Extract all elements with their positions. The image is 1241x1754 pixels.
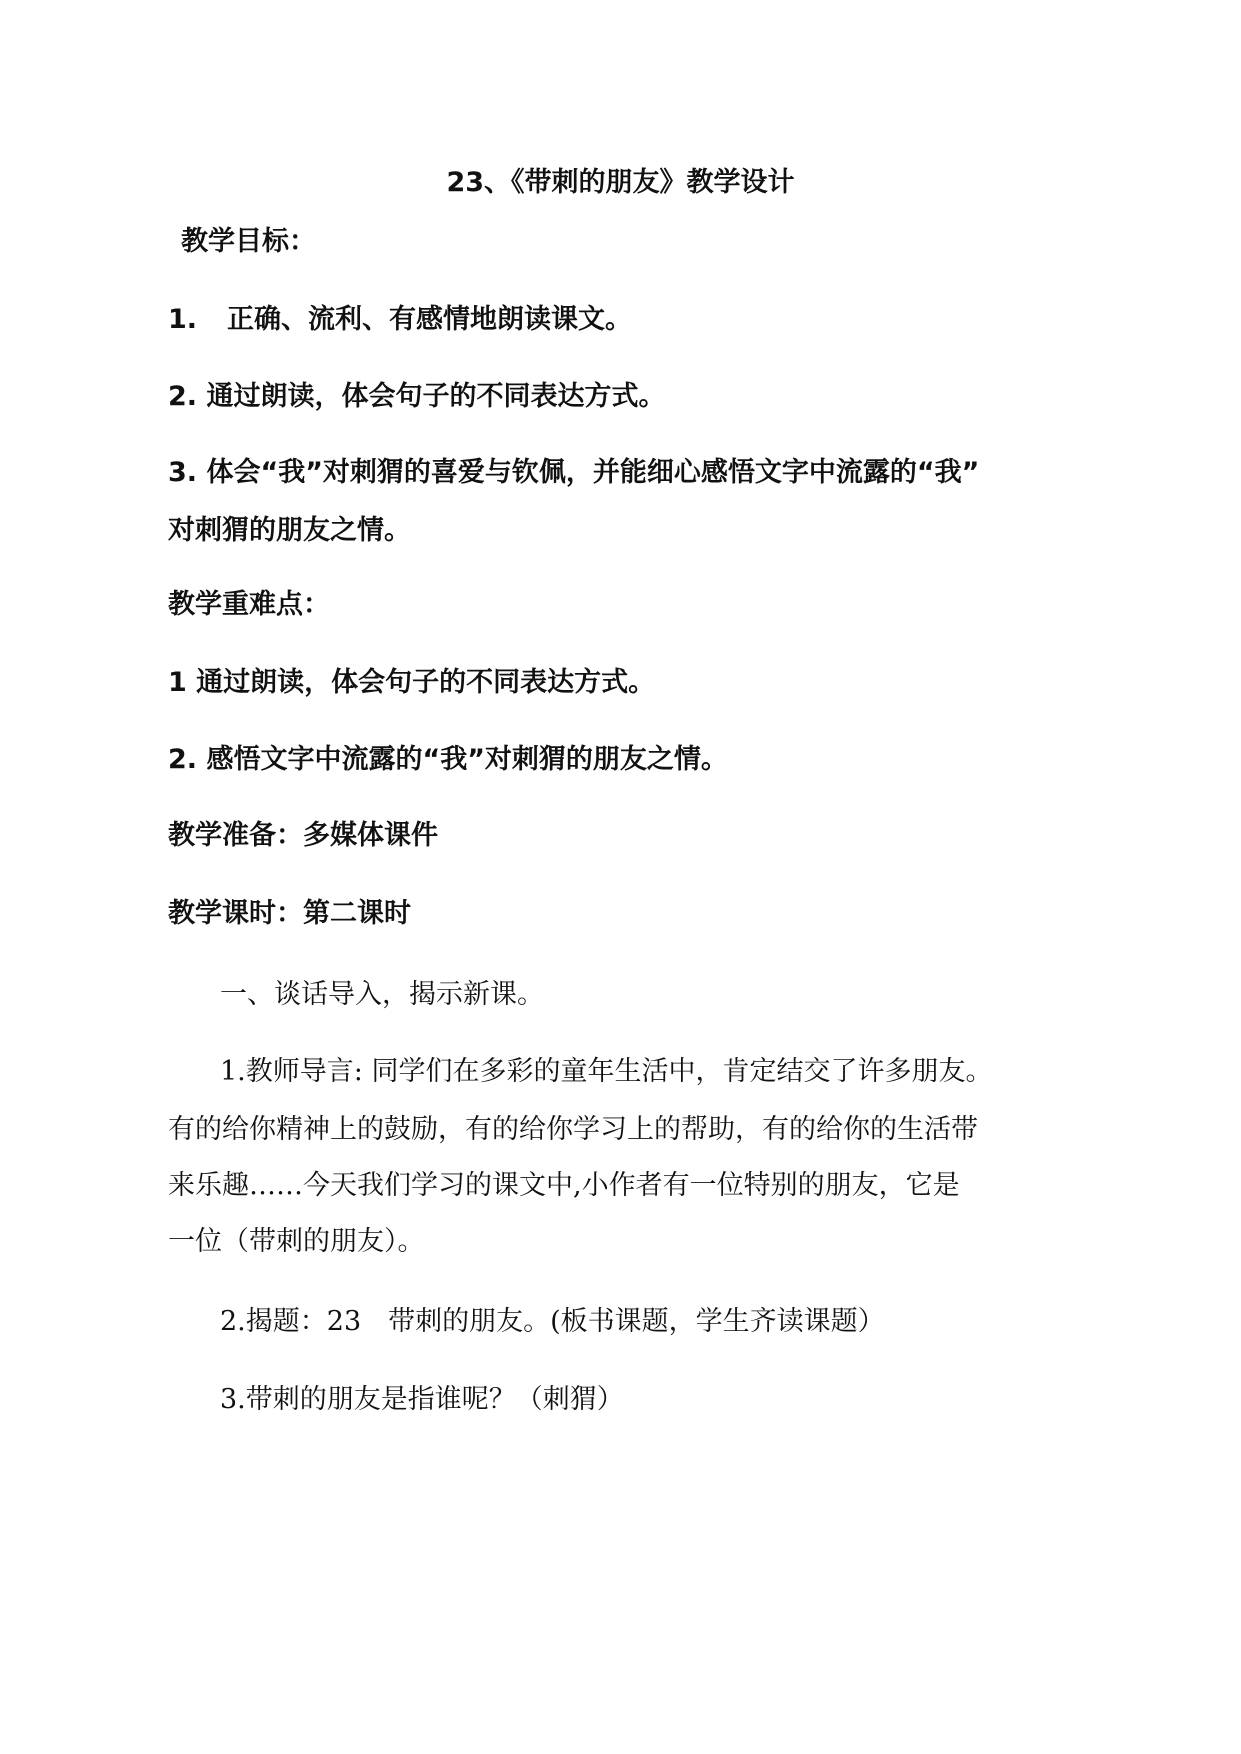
objective-text: 正确、流利、有感情地朗读课文。: [227, 304, 633, 335]
objective-number: 1.: [168, 304, 198, 335]
objectives-heading: 教学目标：: [181, 226, 316, 257]
period-line: 教学课时：第二课时: [168, 898, 411, 929]
objective-item-3-line2: 对刺猬的朋友之情。: [168, 515, 411, 546]
step2-line: 2.揭题：23 带刺的朋友。(板书课题，学生齐读课题）: [220, 1306, 885, 1337]
objective-item-1: [168, 300, 632, 340]
objective-item-3-line1: 3. 体会“我”对刺猬的喜爱与钦佩，并能细心感悟文字中流露的“我”: [168, 457, 980, 488]
key-points-heading: 教学重难点：: [168, 589, 330, 620]
key-point-item-1: 1 通过朗读，体会句子的不同表达方式。: [168, 667, 656, 698]
section1-heading: 一、谈话导入，揭示新课。: [220, 979, 544, 1010]
document-title: 23、《带刺的朋友》教学设计: [446, 167, 795, 198]
step1-line4: 一位（带刺的朋友）。: [168, 1226, 425, 1257]
step1-line1: 1.教师导言: 同学们在多彩的童年生活中，肯定结交了许多朋友。: [220, 1056, 993, 1087]
objective-item-2: 2. 通过朗读，体会句子的不同表达方式。: [168, 381, 666, 412]
step1-line2: 有的给你精神上的鼓励，有的给你学习上的帮助，有的给你的生活带: [168, 1114, 978, 1145]
preparation-line: 教学准备：多媒体课件: [168, 820, 438, 851]
step3-line: 3.带刺的朋友是指谁呢？（刺猬）: [220, 1384, 624, 1415]
step1-line3: 来乐趣……今天我们学习的课文中,小作者有一位特别的朋友，它是: [168, 1170, 960, 1201]
key-point-item-2: 2. 感悟文字中流露的“我”对刺猬的朋友之情。: [168, 744, 728, 775]
